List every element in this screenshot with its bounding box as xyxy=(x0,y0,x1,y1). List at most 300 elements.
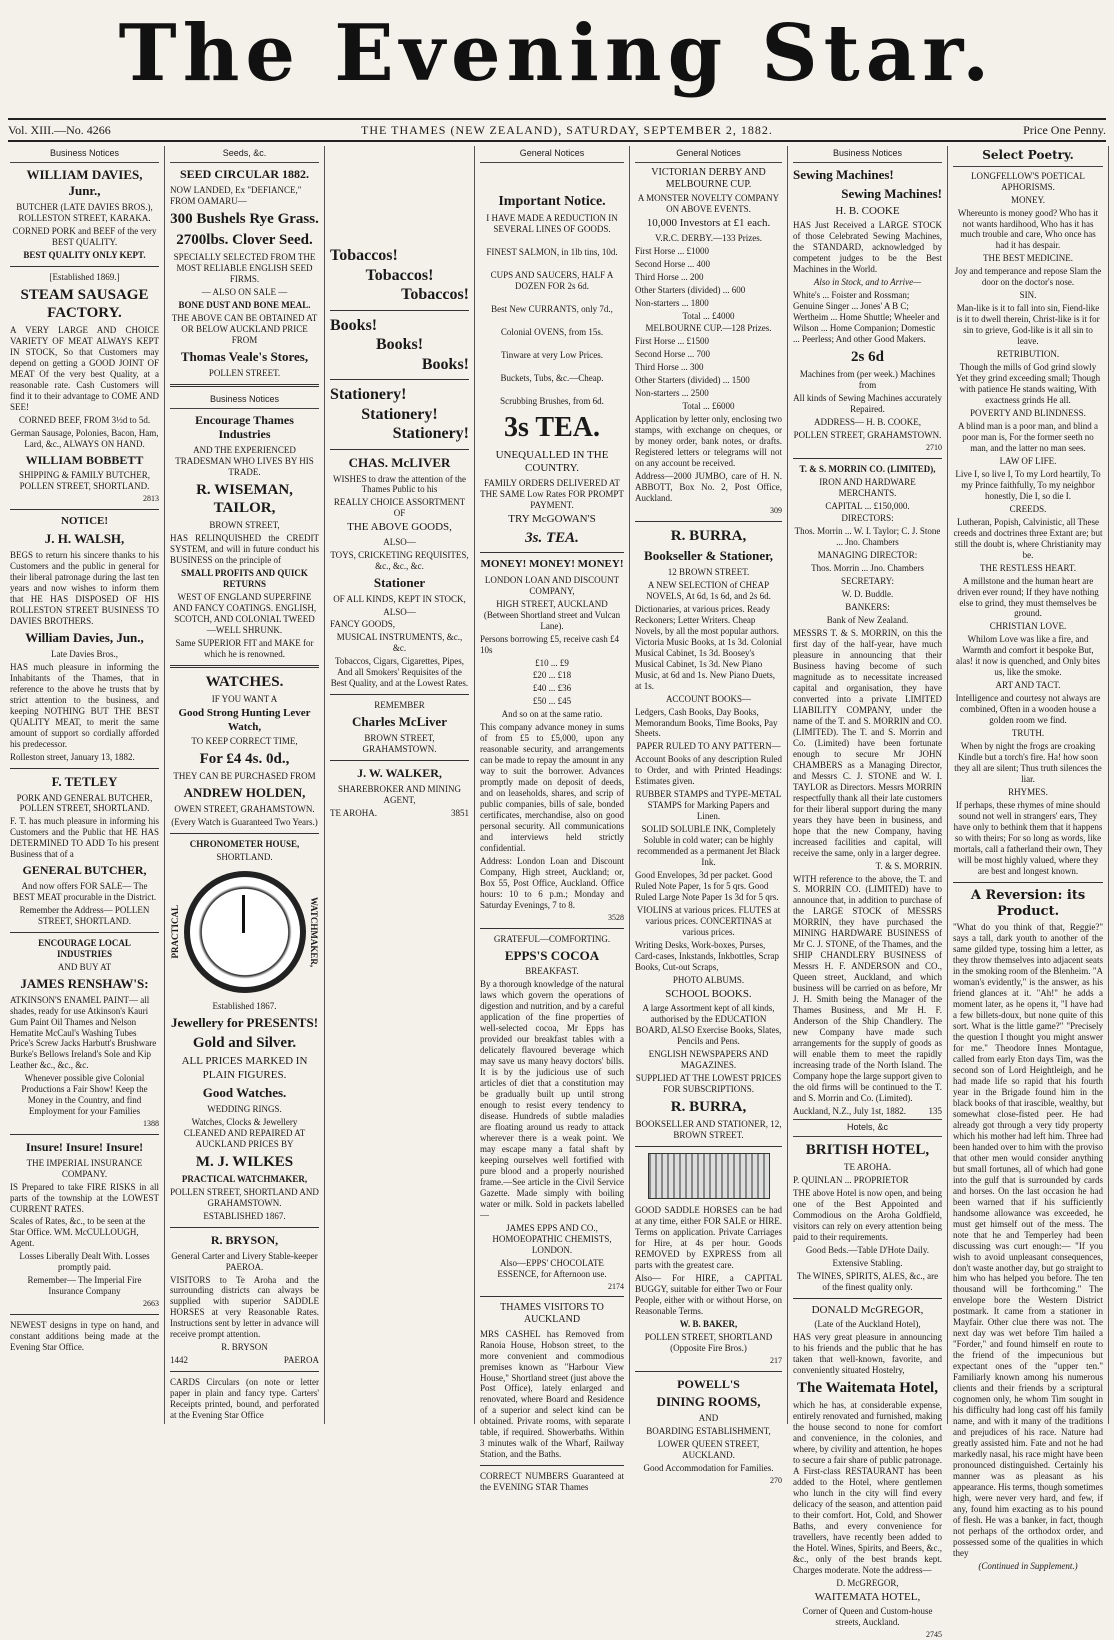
also-epps: Also—EPPS' CHOCOLATE ESSENCE, for Afternoon use. xyxy=(497,1257,607,1279)
also-label-2: ALSO— xyxy=(383,606,416,617)
total-melb: Total ... £6000 xyxy=(682,401,735,412)
tea-heading-2: 3s. TEA. xyxy=(525,530,579,547)
jewellery-presents: Jewellery for PRESENTS! xyxy=(170,1015,319,1031)
remember-label: REMEMBER xyxy=(374,700,425,711)
walsh-text: BEGS to return his sincere thanks to his Customers and the public in general for their liberal patronage during the last ten years and now wishes to inform them that HE HAS DISPOSED OF HIS ROLLESTON STREET BUSINESS TO DAVIES BROTHERS. xyxy=(10,550,159,627)
gold-silver: Gold and Silver. xyxy=(192,1034,297,1051)
tobaccos-3: Tobaccos! xyxy=(401,286,469,304)
column-header: General Notices xyxy=(480,146,624,163)
salmon-text: FINEST SALMON, in 1lb tins, 10d. xyxy=(486,246,618,257)
general-butcher: GENERAL BUTCHER, xyxy=(22,863,147,878)
masthead xyxy=(0,0,1114,108)
bone-dust: BONE DUST AND BONE MEAL. xyxy=(178,300,311,310)
shortland: SHORTLAND. xyxy=(216,852,273,863)
cooke-text: HAS Just Received a LARGE STOCK of those Celebrated Sewing Machines, the STANDARD, acknowledged by competent judges to be the Best Machines in the World. xyxy=(793,220,942,274)
ad-code: 3851 xyxy=(451,807,469,818)
chronometer-house: CHRONOMETER HOUSE, xyxy=(189,839,300,850)
waitemata-hotel-2: WAITEMATA HOTEL, xyxy=(814,1590,921,1603)
envelopes-text: Good Envelopes, 3d per packet. Good Ruled Note Paper, 1s for 5 qrs. Good Ruled Large Note Paper 1s 3d for 5 qrs. xyxy=(635,870,779,903)
veale-stores: Thomas Veale's Stores, xyxy=(180,348,309,364)
bryson-heading: R. BRYSON, xyxy=(210,1232,279,1247)
monster-novelty: A MONSTER NOVELTY COMPANY ON ABOVE EVENTS. xyxy=(637,193,780,215)
ad-code: 270 xyxy=(770,1475,782,1485)
poem-title: TRUTH. xyxy=(1011,728,1045,739)
school-books: SCHOOL BOOKS. xyxy=(665,987,752,1000)
persons-text: Persons borrowing £5, receive cash £4 10s xyxy=(480,633,619,655)
derby-row: Third Horse ... 200 xyxy=(635,271,704,282)
vrc-derby: V.R.C. DERBY.—133 Prizes. xyxy=(655,232,762,243)
bookseller-2: BOOKSELLER AND STATIONER, 12, BROWN STREET. xyxy=(635,1119,782,1141)
quinlan-proprietor: P. QUINLAN ... PROPRIETOR xyxy=(793,1175,909,1186)
tetley-sub: PORK AND GENERAL BUTCHER, POLLEN STREET, SHORTLAND. xyxy=(16,792,153,814)
above-goods: THE ABOVE GOODS, xyxy=(347,521,452,534)
waitemata-hotel: The Waitemata Hotel, xyxy=(797,1380,938,1396)
corned-beef: CORNED BEEF, FROM 3½d to 5d. xyxy=(18,414,151,425)
walsh-heading: J. H. WALSH, xyxy=(44,531,125,547)
sewing-machines-1: Sewing Machines! xyxy=(793,166,894,182)
melb-row: Second Horse ... 700 xyxy=(635,349,710,360)
column-4 xyxy=(475,146,630,1493)
poem-text: Whereunto is money good? Who has it not wants hardihood, Who has it has much trouble and care, Who once has had it has despair. xyxy=(957,207,1099,251)
column-header: Seeds, &c. xyxy=(170,146,319,163)
watchmaker-label: WATCHMAKER, xyxy=(309,897,319,968)
morrin-signature: T. & S. MORRIN. xyxy=(875,860,942,871)
mcliver-heading: CHAS. McLIVER xyxy=(348,454,451,470)
volume-number: Vol. XIII.—No. 4266 xyxy=(8,122,111,137)
clover-seed: 2700lbs. Clover Seed. xyxy=(176,231,313,248)
address-text: Address—2000 JUMBO, care of H. N. ABBOTT, Box No. 2, Post Office, Auckland. xyxy=(635,471,782,504)
reduction-text: I HAVE MADE A REDUCTION IN SEVERAL LINES OF GOODS. xyxy=(486,213,618,235)
bobbett-heading: WILLIAM BOBBETT xyxy=(25,452,144,467)
derby-row: Non-starters ... 1800 xyxy=(635,297,709,308)
insure-heading: Insure! Insure! Insure! xyxy=(25,1140,144,1154)
british-text: THE above Hotel is now open, and being one of the Best Appointed and Commodious on the Aroha Goldfield, visitors can rely on every attention being paid to their requirements. xyxy=(793,1188,942,1242)
walker-footer xyxy=(330,808,469,819)
purchased-from: THEY CAN BE PURCHASED FROM xyxy=(173,771,316,782)
machines-from: Machines from (per week.) Machines from xyxy=(799,369,936,391)
column-header: General Notices xyxy=(635,146,782,163)
capital: CAPITAL ... £150,000. xyxy=(825,500,910,511)
tobaccos-text: Tobaccos, Cigars, Cigarettes, Pipes, And all Smokers' Requisites of the Best Quality, and at the Lowest Rates. xyxy=(330,656,469,689)
pollen-shortland: POLLEN STREET, SHORTLAND AND GRAHAMSTOWN. xyxy=(170,1187,319,1208)
seed-circular: SEED CIRCULAR 1882. xyxy=(179,166,310,181)
toys-text: TOYS, CRICKETING REQUISITES, &c., &c., &c. xyxy=(330,549,469,571)
auckland-date: Auckland, N.Z., July 1st, 1882. xyxy=(793,1105,906,1116)
morrin-heading: T. & S. MORRIN CO. (LIMITED), xyxy=(799,463,936,474)
sewing-machines-2: Sewing Machines! xyxy=(841,185,942,201)
poem-text: A blind man is a poor man, and blind a poor man is, For the former seeth no man, and the latter no man sees. xyxy=(958,420,1098,453)
wedding-rings: WEDDING RINGS. xyxy=(207,1103,282,1114)
obtained-text: THE ABOVE CAN BE OBTAINED AT OR BELOW AUCKLAND PRICE FROM xyxy=(171,312,318,345)
te-aroha: TE AROHA. xyxy=(330,807,377,818)
imperial-remember: Remember— The Imperial Fire Insurance Company xyxy=(27,1275,142,1297)
epps-cocoa: EPPS'S COCOA xyxy=(504,947,600,963)
continued-text: (Continued in Supplement.) xyxy=(978,1560,1078,1571)
tetley-heading: F. TETLEY xyxy=(51,773,118,789)
melb-row: Third Horse ... 300 xyxy=(635,362,704,373)
practical-watchmaker: PRACTICAL WATCHMAKER, xyxy=(181,1174,308,1185)
also-hire: Also— For HIRE, a CAPITAL BUGGY, suitable for either Two or Four People, either with or without Horse, on Reasonable Terms. xyxy=(635,1272,782,1316)
dmcgregor: D. McGREGOR, xyxy=(836,1577,899,1588)
imperial-text: IS Prepared to take FIRE RISKS in all parts of the township at the LOWEST CURRENT RATES. xyxy=(10,1181,159,1214)
loan-row: £10 ... £9 xyxy=(535,657,569,668)
wdavies-heading: William Davies, Jun., xyxy=(25,630,144,646)
best-quality: BEST QUALITY ONLY KEPT. xyxy=(23,249,146,260)
tinware-text: Tinware at very Low Prices. xyxy=(501,349,603,360)
mcgregor-sub: (Late of the Auckland Hotel), xyxy=(814,1319,921,1330)
currants-text: Best New CURRANTS, only 7d., xyxy=(491,303,613,314)
ad-code: 2663 xyxy=(143,1299,159,1309)
poem-title: RHYMES. xyxy=(1008,787,1048,797)
select-poetry: Select Poetry. xyxy=(953,146,1103,167)
derby-row: Second Horse ... 400 xyxy=(635,258,710,269)
with-reference-text: WITH reference to the above, the T. and S. MORRIN CO. (LIMITED) have to announce that, in addition to purchase of the LARGE STOCK of MESSRS MORRIN, they have purchased the MINING HARDWARE BUSINESS of Mr C. J. STONE, of the Thames, and the SHIP CHANDLERY BUSINESS of Messrs H. F. ANDERSON and CO., Queen street, Auckland, and which business will be carried on as before, Mr J. H. Smith being the Manager of the Thames Business, and Mr H. F. Anderson of the Ship Chandlery. The new Company have made such arrangements for the supply of goods as will enable them to meet the rapidly increasing trade of the North Island. The Company hope the large support given to the old firms will be continued to the T. and S. Morrin and Co. (Limited). xyxy=(793,873,942,1103)
bookseller-heading: Bookseller & Stationer, xyxy=(644,548,773,564)
bryson-footer xyxy=(170,1355,319,1366)
burra-heading-2: R. BURRA, xyxy=(670,1098,747,1115)
repaired-text: All kinds of Sewing Machines accurately Repaired. xyxy=(793,392,942,414)
derby-row: Other Starters (divided) ... 600 xyxy=(635,284,746,295)
good-watches: Good Watches. xyxy=(202,1085,287,1101)
buy-at: AND BUY AT xyxy=(57,961,112,972)
reversion-text: "What do you think of that, Reggie?" says a tall, dark youth to another of the same gilded type, tossing him a letter, as they throw themselves into adjacent seats in the smoking room of the Blenheim. "A woman's evidently," is the answer, as his friend glances at it. "Ah!" he adds a moment later, as he opens it, "I have had a few billets-doux, but none quite of this sort. What is the little game?" "Precisely the question I thought you might answer for me." Theodore Innes Montague, called from early Eton days Tim, was the second son of Lord Heightleigh, and he had made life so rapid that his fourth year in the Brigade found him in the black books of that irascible, wealthy, but somewhat close-fisted peer. He had already got through a very tidy property which his mother had left him. Three had been handed over to him with the proviso that other men would consider anything but small fortunes, all of which had gone into the gulf that is surrounded by cards and horses. On the last occasion he had been warned that if his sufficiently handsome allowance was exceeded, he must get himself out of the mess. The note that he and Temperley had been discussing was curt enough:— "If you wish to avoid unpleasant consequences, don't waste another day, but go straight to him who has helped you before. The ten thousand will be forthcoming." The envelope bore the Western District postmark. It came from a stationer in Mayfair. Other clue there was not. The next day was wet before Tim hailed a "Forder," and found himself en route to the friend of the impecunious but expectant ones of the "upper ten." Familiarly known among his numerous clients and their friends by a scriptural cognomen only, he whom Tim sought in his difficulty had long cast off his family name, and with it many of the traditions and prejudices of his race. Nature had greatly assisted him. Fate and not he had markedly nasal, his race might have been pronounced distinguished. Certainly his manner was as pleasant as his appearance. His terms, though sometimes high, were never very hard, and few, if any, found him exacting as to his pound of flesh. He was a banker, in fact, though not perhaps of the orthodox order, and possessed some of the qualities in which they xyxy=(953,922,1104,1558)
column-2 xyxy=(165,146,325,1424)
account-books: ACCOUNT BOOKS— xyxy=(665,693,752,704)
burra-heading: R. BURRA, xyxy=(670,527,747,544)
all-prices: ALL PRICES MARKED IN PLAIN FIGURES. xyxy=(181,1055,308,1081)
ad-code: 2745 xyxy=(926,1630,942,1640)
cooke-address: ADDRESS— H. B. COOKE, xyxy=(813,416,921,427)
money-heading: MONEY! MONEY! MONEY! xyxy=(480,558,624,571)
wdavies-text: HAS much pleasure in informing the Inhabitants of the Thames, that in reference to the above he trusts that by strict attention to the business, and keeping NOTHING BUT THE BEST QUALITY MEAT, to merit the same amount of support so cordially afforded his predecessor. xyxy=(10,661,159,749)
application-text: Application by letter only, enclosing two stamps, with exchange on cheques, or by money order, bank notes, or drafts. Registered letters or telegrams will not on any account be received. xyxy=(635,414,782,469)
lower-queen: LOWER QUEEN STREET, AUCKLAND. xyxy=(657,1438,760,1460)
breakfast-label: BREAKFAST. xyxy=(525,966,579,977)
james-epps: JAMES EPPS AND CO., HOMOEOPATHIC CHEMISTS, LONDON. xyxy=(492,1222,612,1255)
company-text: This company advance money in sums of from £5 to £5,000, upon any reasonable security, and arrangements can be made to repay the amount in any way to suit the borrower. Advances promptly made on deposit of deeds, and on leaseholds, shares, and scrip of public companies, bills of sale, bonded certificates, merchandise, also on good personal security. All communications and interviews held strictly confidential. xyxy=(480,722,624,853)
managing-name: Thos. Morrin ... Jno. Chambers xyxy=(811,563,924,574)
paeroa: PAEROA xyxy=(283,1355,319,1366)
bankers-label: BANKERS: xyxy=(845,602,890,613)
poem-title: THE BEST MEDICINE. xyxy=(982,253,1074,264)
total-derby: Total ... £4000 xyxy=(682,310,735,321)
date-place: THE THAMES (NEW ZEALAND), SATURDAY, SEPTEMBER 2, 1882. xyxy=(361,122,773,137)
thames-visitors: THAMES VISITORS TO AUCKLAND xyxy=(500,1302,604,1326)
bank-name: Bank of New Zealand. xyxy=(826,615,909,626)
derby-row: First Horse ... £1000 xyxy=(635,245,709,256)
account-list: Ledgers, Cash Books, Day Books, Memorandum Books, Time Books, Pay Sheets. xyxy=(635,706,778,739)
ad-code: 2174 xyxy=(608,1281,624,1291)
clocks-text: Watches, Clocks & Jewellery CLEANED AND REPAIRED AT AUCKLAND PRICES BY xyxy=(183,1116,306,1149)
poem-title: THE RESTLESS HEART. xyxy=(979,562,1077,573)
photo-albums: PHOTO ALBUMS. xyxy=(672,974,745,985)
losses-text: Losses Liberally Dealt With. Losses promptly paid. xyxy=(19,1251,150,1273)
steam-sausage: STEAM SAUSAGE FACTORY. xyxy=(20,286,149,321)
ad-code: 1388 xyxy=(143,1119,159,1129)
renshaw-text: ATKINSON'S ENAMEL PAINT— all shades, ready for use Atkinson's Kauri Gum Paint Oil Thames and Nelson Hematite McCaul's Washing Tubes Price's Screw Jacks Harbutt's Brushware Burke's Bellows Ireland's Sole and Kip Leather &c., &c., &c. xyxy=(10,994,157,1071)
poem-title: LAW OF LIFE. xyxy=(999,455,1057,466)
baker-heading: W. B. BAKER, xyxy=(679,1318,738,1329)
charles-address: BROWN STREET, GRAHAMSTOWN. xyxy=(362,733,437,755)
poem-title: CHRISTIAN LOVE. xyxy=(989,621,1067,632)
cards-text: CARDS Circulars (on note or letter paper in plain and fancy type. Carters' Receipts printed, bound, and perforated at the Evening Star Office xyxy=(170,1377,319,1421)
poem-text: Lutheran, Popish, Calvinistic, all These creeds and doctrines three Extant are; but still the doubt is, where Christianity may be. xyxy=(953,516,1103,560)
saddle-text: GOOD SADDLE HORSES can be had at any time, either FOR SALE or HIRE. Terms on application. Private Carriages for Hire, at 4s per hour. Goods REMOVED by EXPRESS from all parts with the greatest care. xyxy=(635,1205,782,1271)
boarding-text: BOARDING ESTABLISHMENT, xyxy=(646,1425,771,1436)
poem-text: When by night the frogs are croaking Kindle but a torch's fire. Ha! how soon they all are silent; Thus truth silences the liar. xyxy=(954,741,1102,785)
poem-text: Joy and temperance and repose Slam the door on the doctor's nose. xyxy=(954,266,1102,288)
tobaccos-2: Tobaccos! xyxy=(365,266,434,284)
british-hotel: BRITISH HOTEL, xyxy=(805,1141,930,1158)
poem-text: Live I, so live I, To my Lord heartily, To my Prince faithfully, To my neighbor honestly, Die I, so die I. xyxy=(955,468,1101,501)
business-notices-header: Business Notices xyxy=(170,392,319,409)
grateful-text: GRATEFUL—COMFORTING. xyxy=(493,933,611,944)
established-text: ESTABLISHED 1867. xyxy=(203,1210,286,1221)
poem-text: Whilom Love was like a fire, and Warmth and comfort it bespoke But, alas! it now is quenched, and Only bites us, like the smoke. xyxy=(956,634,1100,678)
for-sale: And now offers FOR SALE— The BEST MEAT procurable in the District. xyxy=(12,880,157,902)
mcgregor-heading: DONALD McGREGOR, xyxy=(811,1303,924,1316)
column-7 xyxy=(948,146,1109,1571)
cooke-heading: H. B. COOKE xyxy=(835,204,900,217)
visitors-text: VISITORS to Te Aroha and the surrounding districts can always be supplied with superior SADDLE HORSES at very Reasonable Rates. Instructions sent by letter in advance will receive prompt attention. xyxy=(170,1274,319,1340)
paper-text: Account Books of any description Ruled to Order, and with Printed Headings: Estimates given. xyxy=(635,754,782,787)
baker-address: POLLEN STREET, SHORTLAND (Opposite Fire Bros.) xyxy=(644,1331,773,1353)
newest-designs: NEWEST designs in type on hand, and constant additions being made at the Evening Star Office. xyxy=(10,1320,159,1352)
tea-heading: 3s TEA. xyxy=(504,411,600,443)
specially-text: SPECIALLY SELECTED FROM THE MOST RELIABLE ENGLISH SEED FIRMS. xyxy=(173,252,316,285)
poem-title: SIN. xyxy=(1019,290,1037,301)
also-on-sale: — ALSO ON SALE — xyxy=(201,287,288,298)
tetley-text: F. T. has much pleasure in informing his Customers and the Public that HE HAS DETERMINED TO ADD To his present Business that of a xyxy=(10,816,159,860)
melb-row: Other Starters (divided) ... 1500 xyxy=(635,375,750,386)
violins-text: VIOLINS at various prices. FLUTES at various prices. CONCERTINAS at various prices. xyxy=(636,905,781,937)
unequalled-text: UNEQUALLED IN THE COUNTRY. xyxy=(495,448,609,475)
davies-text: CORNED PORK and BEEF of the very BEST QUALITY. xyxy=(12,225,157,247)
address-text: Address: London Loan and Discount Company, High street, Auckland; or, Box 55, Post Office, Auckland. Office hours: 10 to 6 p.m.; Monday and Saturday Evenings, 7 to 8. xyxy=(480,855,624,910)
ad-code: 309 xyxy=(770,506,782,515)
price: Price One Penny. xyxy=(1023,122,1106,137)
books-1: Books! xyxy=(330,316,378,334)
poem-text: A millstone and the human heart are driven ever round; If they have nothing else to grind, they must themselves be ground. xyxy=(957,575,1099,619)
column-3 xyxy=(325,146,475,1424)
poem-title: CREEDS. xyxy=(1009,503,1047,514)
brown-street-12: 12 BROWN STREET. xyxy=(667,566,750,577)
family-orders: FAMILY ORDERS DELIVERED AT THE SAME Low Rates FOR PROMPT PAYMENT. xyxy=(480,477,624,510)
important-notice: Important Notice. xyxy=(498,193,606,209)
ad-code: 1442 xyxy=(170,1355,188,1366)
wines-text: The WINES, SPIRITS, ALES, &c., are of the finest quality only. xyxy=(796,1270,939,1292)
supplied-text: SUPPLIED AT THE LOWEST PRICES FOR SUBSCRIPTIONS. xyxy=(635,1073,782,1094)
secretary-label: SECRETARY: xyxy=(841,576,894,587)
stationery-1: Stationery! xyxy=(330,386,407,404)
books-3: Books! xyxy=(421,355,469,373)
melb-row: Non-starters ... 2500 xyxy=(635,388,709,399)
pollen-street: POLLEN STREET. xyxy=(208,367,281,378)
morrin-footer xyxy=(793,1106,942,1117)
reversion-heading: A Reversion: its Product. xyxy=(970,887,1086,919)
watches-heading: WATCHES. xyxy=(205,674,284,691)
experienced-text: AND THE EXPERIENCED TRADESMAN WHO LIVES BY HIS TRADE. xyxy=(175,444,314,477)
so-on-text: And so on at the same ratio. xyxy=(501,709,603,720)
of-all-kinds: OF ALL KINDS, KEPT IN STOCK, xyxy=(333,593,466,604)
london-address: HIGH STREET, AUCKLAND (Between Shortland street and Vulcan Lane). xyxy=(483,598,621,631)
price-weekly: 2s 6d xyxy=(851,348,884,365)
poem-title: POVERTY AND BLINDNESS. xyxy=(970,408,1086,418)
books-2: Books! xyxy=(375,336,424,354)
ad-code: 135 xyxy=(928,1105,942,1116)
paper-ruled: PAPER RULED TO ANY PATTERN— xyxy=(636,741,781,752)
poem-title: ART AND TACT. xyxy=(995,680,1061,691)
clock-block xyxy=(170,865,319,999)
correct-numbers: CORRECT NUMBERS Guaranteed at the EVENING STAR Thames xyxy=(480,1471,624,1493)
steam-text: A VERY LARGE AND CHOICE VARIETY OF MEAT ALWAYS KEPT IN STOCK, So that Customers may depend on getting a GOOD JOINT OF MEAT Of the very best Quality, at a reasonable rate. Cash Customers will find it to their advantage to COME AND SEE! xyxy=(10,325,159,412)
poem-text: Though the mills of God grind slowly Yet they grind exceeding small; Though with patience He stands waiting, With exactness grinds He all. xyxy=(955,362,1101,406)
victorian-derby: VICTORIAN DERBY AND MELBOURNE CUP. xyxy=(651,166,766,191)
column-5 xyxy=(630,146,788,1485)
column-6 xyxy=(788,146,948,1640)
poem-title: RETRIBUTION. xyxy=(996,349,1060,360)
investors: 10,000 Investors at £1 each. xyxy=(646,217,771,230)
remember-address: Remember the Address— POLLEN STREET, SHORTLAND. xyxy=(19,904,150,926)
small-profits: SMALL PROFITS AND QUICK RETURNS xyxy=(181,568,308,590)
also-stock: Also in Stock, and to Arrive— xyxy=(813,276,922,287)
musical-instruments: MUSICAL INSTRUMENTS, &c., &c. xyxy=(336,632,463,654)
new-selection: A NEW SELECTION of CHEAP NOVELS, At 6d, 1s 6d, and 2s 6d. xyxy=(646,579,771,601)
solid-ink: SOLID SOLUBLE INK, Completely Soluble in cold water; can be highly recommended as a permanent Jet Black Ink. xyxy=(637,824,780,868)
melbourne-cup: MELBOURNE CUP.—128 Prizes. xyxy=(645,323,772,334)
loan-row: £20 ... £18 xyxy=(532,670,572,681)
if-you-want: IF YOU WANT A xyxy=(211,694,278,705)
good-watch: Good Strong Hunting Lever Watch, xyxy=(178,707,311,733)
walker-heading: J. W. WALKER, xyxy=(357,766,442,781)
pollen-grahamstown: POLLEN STREET, GRAHAMSTOWN. xyxy=(793,429,942,440)
relinquished-text: HAS RELINQUISHED the CREDIT SYSTEM, and will in future conduct his BUSINESS on the principle of xyxy=(170,533,319,566)
scales-text: Scales of Rates, &c., to be seen at the Star Office. WM. McCULLOUGH, Agent. xyxy=(10,1216,146,1249)
fancy-goods: FANCY GOODS, xyxy=(330,619,396,630)
poem-text: Man-like is it to fall into sin, Fiend-like is it to dwell therein, Christ-like is it for sin to grieve, God-like is it all sin to leave. xyxy=(956,303,1100,347)
column-header: Business Notices xyxy=(10,146,159,163)
good-beds: Good Beds.—Table D'Hote Daily. xyxy=(805,1244,930,1255)
brown-street: BROWN STREET, xyxy=(209,520,280,531)
iron-hardware: IRON AND HARDWARE MERCHANTS. xyxy=(819,476,916,498)
ad-code: 2710 xyxy=(926,442,942,452)
book-list: Dictionaries, at various prices. Ready Reckoners; Letter Writers. Cheap Novels, by all the most popular authors. Victoria Music Books, at 1s 3d. Colonial Musical Cabinet, 1s 3d. Boosey's Musical Cabinet, 1s 3d. New Piano Music, at 6d and 1s. New Piano Duets, at 1s. xyxy=(635,603,782,691)
rye-grass: 300 Bushels Rye Grass. xyxy=(170,210,319,227)
buckets-text: Buckets, Tubs, &c.—Cheap. xyxy=(500,372,604,383)
te-aroha: TE AROHA. xyxy=(844,1162,891,1173)
ovens-text: Colonial OVENS, from 15s. xyxy=(500,326,604,337)
wiseman-heading: R. WISEMAN, TAILOR, xyxy=(196,481,293,517)
melb-row: First Horse ... £1500 xyxy=(635,336,709,347)
cups-text: CUPS AND SAUCERS, HALF A DOZEN FOR 2s 6d. xyxy=(490,269,614,291)
longfellow-heading: LONGFELLOW'S POETICAL APHORISMS. xyxy=(971,170,1085,192)
extensive-stabling: Extensive Stabling. xyxy=(832,1257,903,1268)
charles-mcliver: Charles McLiver xyxy=(352,714,447,730)
powell-heading: POWELL'S xyxy=(677,1376,740,1391)
poem-text: Intelligence and courtesy not always are combined, Often in a wooden house a golden room we find. xyxy=(955,693,1101,726)
clock-icon xyxy=(184,871,306,993)
to-keep-time: TO KEEP CORRECT TIME, xyxy=(191,736,298,747)
practical-label: PRACTICAL xyxy=(170,905,180,959)
hotels-header: Hotels, &c xyxy=(793,1119,942,1137)
landed-text: NOW LANDED, Ex "DEFIANCE," FROM OAMARU— xyxy=(170,184,302,206)
good-accommodation: Good Accommodation for Families. xyxy=(643,1462,774,1473)
london-loan: LONDON LOAN AND DISCOUNT COMPANY, xyxy=(484,574,620,596)
corner-text: Corner of Queen and Custom-house streets, Auckland. xyxy=(802,1606,933,1628)
epps-text: By a thorough knowledge of the natural laws which govern the operations of digestion and nutrition, and by a careful application of the fine properties of well-selected cocoa, Mr Epps has provided our breakfast tables with a delicately flavoured beverage which may save us many heavy doctors' bills. It is by the judicious use of such articles of diet that a constitution may be gradually built up until strong enough to resist every tendency to disease. Hundreds of subtle maladies are floating around us ready to attack wherever there is a weak point. We may escape many a fatal shaft by keeping ourselves well fortified with pure blood and a properly nourished frame.—See article in the Civil Service Gazette. Made simply with boiling water or milk. Sold in packets labelled— xyxy=(480,979,624,1220)
established-1867: Established 1867. xyxy=(212,1001,277,1012)
messrs-text: MESSRS T. & S. MORRIN, on this the first day of the half-year, have much pleasure in announcing that their Business having become of such magnitude as to necessitate increased capital and organisation, they have converted into a private LIMITED LIABILITY COMPANY, under the name of the T. and S. MORRIN and CO. (LIMITED). The T. and S. Morrin and Co. (Limited) have been fortunate enough to secure Mr JOHN CHAMBERS as a Managing Director, and Messrs C. J. STONE and W. I. TAYLOR as Directors. Messrs MORRIN respectfully thank all their late customers for their liberal support during the many years they have been in business, and hope that the new Company, having increased facilities and capital, will receive the same, only in a larger degree. xyxy=(793,628,942,858)
encourage-thames: Encourage Thames Industries xyxy=(195,412,294,442)
mcgregor-text: HAS very great pleasure in announcing to his friends and the public that he has taken that well-known, favorite, and conveniently situated Hostelry, xyxy=(793,1332,942,1376)
bryson-sub: General Carter and Livery Stable-keeper PAEROA. xyxy=(171,1250,318,1272)
price-heading: For £4 4s. 0d., xyxy=(199,751,290,768)
renshaw-fair: Whenever possible give Colonial Productions a Fair Show! Keep the Money in the Country, and find Employment for your Families xyxy=(21,1073,148,1117)
school-text: A large Assortment kept of all kinds, authorised by the EDUCATION BOARD, ALSO Exercise Books, Slates, Pencils and Pens. xyxy=(635,1003,782,1047)
bobbett-sub: SHIPPING & FAMILY BUTCHER, POLLEN STREET, SHORTLAND. xyxy=(18,470,151,492)
notice-heading: NOTICE! xyxy=(60,515,109,528)
directors-list: Thos. Morrin ... W. I. Taylor; C. J. Stone ... Jno. Chambers xyxy=(794,526,941,548)
stationery-2: Stationery! xyxy=(361,405,438,423)
bryson-signature: R. BRYSON xyxy=(221,1342,268,1353)
davies-heading: WILLIAM DAVIES, Junr., xyxy=(26,166,143,198)
poem-title: MONEY. xyxy=(1010,194,1046,205)
holden-heading: ANDREW HOLDEN, xyxy=(183,785,306,801)
directors-label: DIRECTORS: xyxy=(841,513,894,524)
stationery-3: Stationery! xyxy=(392,425,469,443)
renshaw-heading: JAMES RENSHAW'S: xyxy=(20,975,149,991)
tobaccos-1: Tobaccos! xyxy=(330,247,398,264)
imperial-heading: THE IMPERIAL INSURANCE COMPANY. xyxy=(26,1157,143,1179)
and-label: AND xyxy=(698,1413,719,1423)
german-sausage: German Sausage, Polonies, Bacon, Ham, Lard, &c., ALWAYS ON HAND. xyxy=(10,427,159,449)
dateline xyxy=(8,118,1106,142)
column-header: Business Notices xyxy=(793,146,942,163)
ad-code: 2813 xyxy=(143,494,159,504)
loan-row: £50 ... £45 xyxy=(532,696,572,707)
english-newspapers: ENGLISH NEWSPAPERS AND MAGAZINES. xyxy=(648,1049,769,1071)
dining-rooms: DINING ROOMS, xyxy=(656,1394,761,1410)
machines-list: White's ... Foister and Rossman; Genuine Singer ... Jones' A B C; Wertheim ... Home Shuttle; Wheeler and Wilson ... Home Companion; Domestic ... Peerless; And other Good Makers. xyxy=(793,289,940,344)
writing-desks: Writing Desks, Work-boxes, Purses, Card-cases, Inkstands, Inkbottles, Scrap Books, Cut-out Scraps, xyxy=(635,939,779,972)
newspaper-title: The Evening Star. xyxy=(118,8,996,99)
same-fit: Same SUPERIOR FIT and MAKE for which he is renowned. xyxy=(175,638,314,660)
ad-code: 3528 xyxy=(608,912,624,922)
guaranteed-text: (Every Watch is Guaranteed Two Years.) xyxy=(171,817,318,828)
encourage-local: ENCOURAGE LOCAL INDUSTRIES xyxy=(38,937,131,959)
scrubbing-text: Scrubbing Brushes, from 6d. xyxy=(500,395,604,406)
column-1 xyxy=(5,146,165,1424)
loan-row: £40 ... £36 xyxy=(532,683,572,694)
poem-text: If perhaps, these rhymes of mine should sound not well in strangers' ears, They have only to bethink them that it happens so with theirs; For so long as words, like mortals, call a fatherland their own, They will be most highly valued, where they are best and longest known. xyxy=(953,799,1103,876)
waitemata-text: which he has, at considerable expense, entirely renovated and furnished, making the house second to none for comfort and convenience, in the colonies, and where, by civility and attention, he hopes to secure a fair share of public patronage. A First-class RESTAURANT has been added to the Hotel, where gentlemen who lunch in the city will find every delicacy of the season, and attention paid to their comfort. Hot, Cold, and Shower Baths, and every convenience for travellers, have recently been added to the Hotel. Wines, Spirits, and Beers, &c., &c., only of the best brands kept. Charges moderate. Note the address— xyxy=(793,1400,942,1575)
ad-code: 217 xyxy=(770,1355,782,1365)
wilkes-heading: M. J. WILKES xyxy=(195,1153,294,1170)
try-mcgowans: TRY McGOWAN'S xyxy=(508,512,596,525)
established: [Established 1869.] xyxy=(49,271,120,282)
davies-sub: BUTCHER (LATE DAVIES BROS.), ROLLESTON STREET, KARAKA. xyxy=(16,201,153,223)
wdavies-date: Rolleston street, January 13, 1882. xyxy=(10,751,135,762)
managing-label: MANAGING DIRECTOR: xyxy=(817,550,918,561)
owen-street: OWEN STREET, GRAHAMSTOWN. xyxy=(174,804,315,815)
cashel-text: MRS CASHEL has Removed from Ranoia House, Hobson street, to the more convenient and commodious premises known as "Harbour View House," Shortland street (just above the Post Office), lately enlarged and renovated, where Board and Residence of a superior and select kind can be obtained. Private rooms, with separate table, if required. Showerbaths. Within 3 minutes walk of the Wharf, Railway Station, and the Baths. xyxy=(480,1328,624,1460)
wishes-text: WISHES to draw the attention of the Thames Public to his xyxy=(333,473,466,495)
also-label: ALSO— xyxy=(383,536,416,547)
walker-sub: SHAREBROKER AND MINING AGENT, xyxy=(337,783,461,805)
rubber-stamps: RUBBER STAMPS and TYPE-METAL STAMPS for Marking Papers and Linen. xyxy=(635,789,782,822)
west-england: WEST OF ENGLAND SUPERFINE AND FANCY COATINGS. ENGLISH, SCOTCH, AND COLONIAL TWEED—WELL SHRUNK. xyxy=(172,592,317,636)
really-text: REALLY CHOICE ASSORTMENT OF xyxy=(333,497,466,519)
